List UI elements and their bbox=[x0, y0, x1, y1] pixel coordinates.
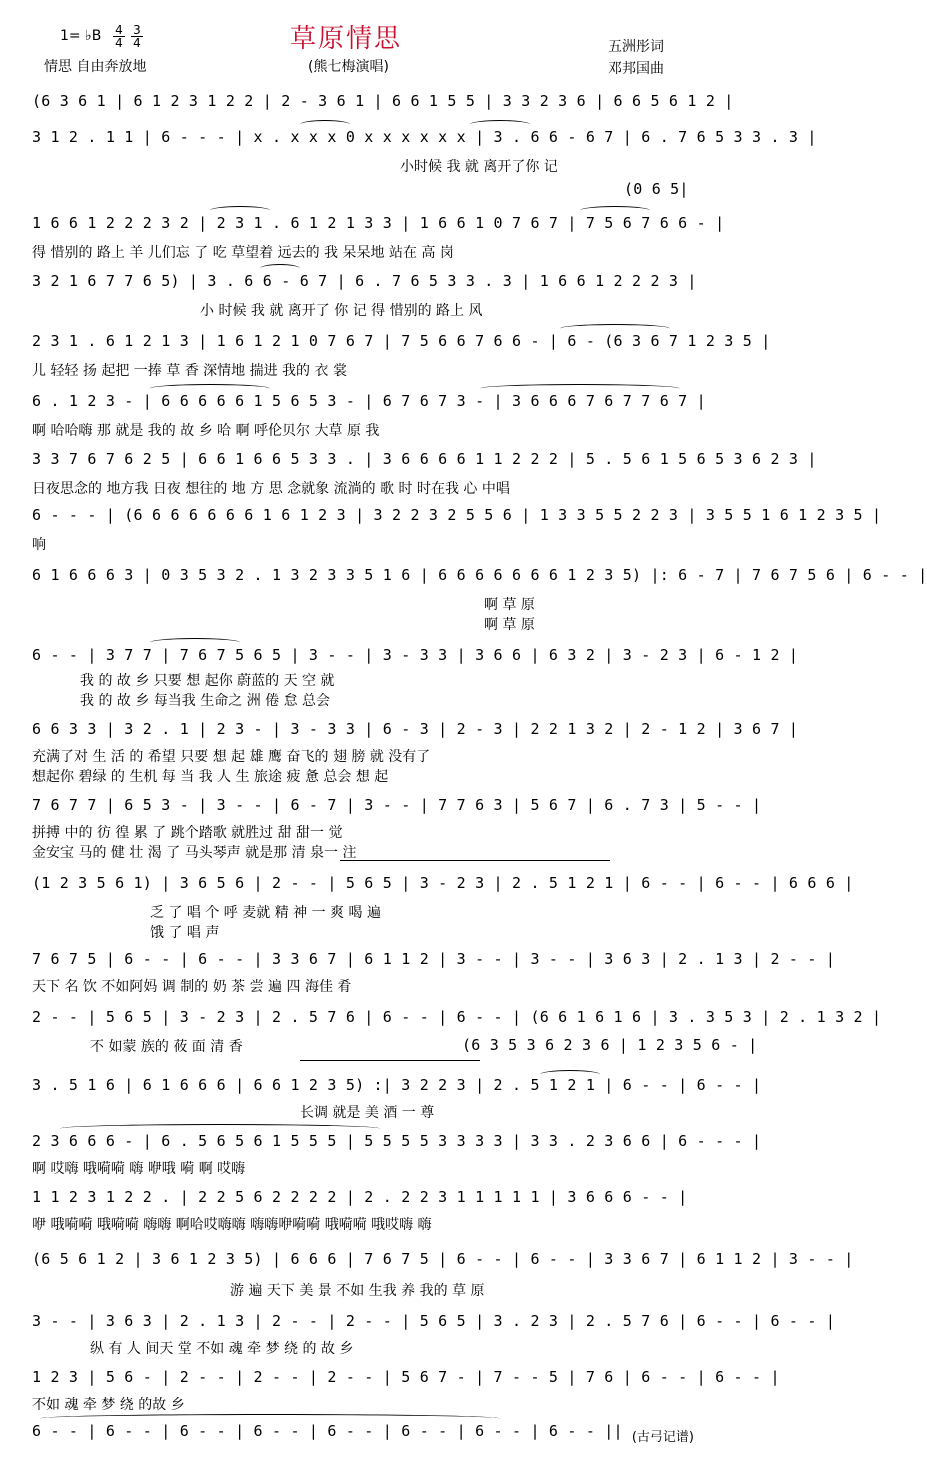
notation-row: (1 2 3 5 6 1) | 3 6 5 6 | 2 - - | 5 6 5 | 3 - 2 3 | 2 . 5 1 2 1 | 6 - - | 6 - - | 6 6 6 | bbox=[32, 874, 854, 892]
time-signature-4-4: 4 4 bbox=[113, 24, 125, 49]
lyric-row: 乏 了 唱 个 呼 麦就 精 神 一 爽 喝 遍 bbox=[150, 905, 381, 921]
tempo-mood: 情思 自由奔放地 bbox=[44, 59, 147, 75]
lyric-row: 咿 哦嗬嗬 哦嗬嗬 嗨嗨 啊哈哎嗨嗨 嗨嗨咿嗬嗬 哦嗬嗬 哦哎嗨 嗨 bbox=[32, 1217, 432, 1233]
notation-row: (6 5 6 1 2 | 3 6 1 2 3 5) | 6 6 6 | 7 6 7 5 | 6 - - | 6 - - | 3 3 6 7 | 6 1 1 2 | 3 - - | bbox=[32, 1250, 854, 1268]
notation-row: 3 1 2 . 1 1 | 6 - - - | x . x x x 0 x x x x x x | 3 . 6 6 - 6 7 | 6 . 7 6 5 3 3 . 3 | bbox=[32, 128, 817, 146]
key-signature: 1= ♭B bbox=[60, 28, 102, 44]
notation-row: 1 1 2 3 1 2 2 . | 2 2 5 6 2 2 2 2 | 2 . 2 2 3 1 1 1 1 1 | 3 6 6 6 - - | bbox=[32, 1188, 688, 1206]
lyric-row: 天下 名 饮 不如阿妈 调 制的 奶 茶 尝 遍 四 海佳 肴 bbox=[32, 979, 352, 995]
lyric-row: 金安宝 马的 健 壮 渴 了 马头琴声 就是那 清 泉一 注 bbox=[32, 845, 357, 861]
lyric-row: 啊 草 原 bbox=[484, 617, 535, 633]
notation-row: 2 - - | 5 6 5 | 3 - 2 3 | 2 . 5 7 6 | 6 - - | 6 - - | (6 6 1 6 1 6 | 3 . 3 5 3 | 2 . 1 3 2 | bbox=[32, 1008, 882, 1026]
lyric-row: 啊 哈哈嗨 那 就是 我的 故 乡 哈 啊 呼伦贝尔 大草 原 我 bbox=[32, 423, 380, 439]
lyric-row: 我 的 故 乡 每当我 生命之 洲 倦 怠 总会 bbox=[80, 693, 331, 709]
notation-row: 7 6 7 7 | 6 5 3 - | 3 - - | 6 - 7 | 3 - - | 7 7 6 3 | 5 6 7 | 6 . 7 3 | 5 - - | bbox=[32, 796, 762, 814]
notation-row: 3 3 7 6 7 6 2 5 | 6 6 1 6 6 5 3 3 . | 3 6 6 6 6 1 1 2 2 2 | 5 . 5 6 1 5 6 5 3 6 2 3 | bbox=[32, 450, 817, 468]
lyric-row: 拼搏 中的 彷 徨 累 了 跳个踏歌 就胜过 甜 甜一 觉 bbox=[32, 825, 343, 841]
notation-row: 3 . 5 1 6 | 6 1 6 6 6 | 6 6 1 2 3 5) :| 3 2 2 3 | 2 . 5 1 2 1 | 6 - - | 6 - - | bbox=[32, 1076, 762, 1094]
composer-credit: 邓邦国曲 bbox=[608, 61, 664, 77]
notation-row: 2 3 1 . 6 1 2 1 3 | 1 6 1 2 1 0 7 6 7 | 7 5 6 6 7 6 6 - | 6 - (6 3 6 7 1 2 3 5 | bbox=[32, 332, 771, 350]
notation-row: (6 3 6 1 | 6 1 2 3 1 2 2 | 2 - 3 6 1 | 6 6 1 5 5 | 3 3 2 3 6 | 6 6 5 6 1 2 | bbox=[32, 92, 734, 110]
lyric-row: 饿 了 唱 声 bbox=[150, 925, 220, 941]
notation-row: 3 - - | 3 6 3 | 2 . 1 3 | 2 - - | 2 - - | 5 6 5 | 3 . 2 3 | 2 . 5 7 6 | 6 - - | 6 - - | bbox=[32, 1312, 836, 1330]
lyric-row: 长调 就是 美 酒 一 尊 bbox=[300, 1105, 435, 1121]
notation-row: 6 1 6 6 6 3 | 0 3 5 3 2 . 1 3 2 3 3 5 1 6 | 6 6 6 6 6 6 6 1 2 3 5) |: 6 - 7 | 7 6 7 5 6 | 6 - - | bbox=[32, 566, 927, 584]
notation-row: 1 2 3 | 5 6 - | 2 - - | 2 - - | 2 - - | 5 6 7 - | 7 - - 5 | 7 6 | 6 - - | 6 - - | bbox=[32, 1368, 780, 1386]
lyric-row: 游 遍 天下 美 景 不如 生我 养 我的 草 原 bbox=[230, 1283, 485, 1299]
lyric-row: 充满了对 生 活 的 希望 只要 想 起 雄 鹰 奋飞的 翅 膀 就 没有了 bbox=[32, 749, 431, 765]
slur bbox=[210, 206, 270, 215]
slur bbox=[300, 120, 350, 129]
slur bbox=[580, 206, 650, 215]
notation-row: (0 6 5| bbox=[624, 180, 689, 198]
lyricist-credit: 五洲彤词 bbox=[608, 39, 664, 55]
lyric-row: 我 的 故 乡 只要 想 起你 蔚蓝的 天 空 就 bbox=[80, 673, 335, 689]
notation-row: 6 - - | 3 7 7 | 7 6 7 5 6 5 | 3 - - | 3 - 3 3 | 3 6 6 | 6 3 2 | 3 - 2 3 | 6 - 1 2 | bbox=[32, 646, 799, 664]
notation-row: 6 - - - | (6 6 6 6 6 6 6 1 6 1 2 3 | 3 2 2 3 2 5 5 6 | 1 3 3 5 5 2 2 3 | 3 5 5 1 6 1 2 3 5 | bbox=[32, 506, 882, 524]
notation-row: 6 . 1 2 3 - | 6 6 6 6 6 1 5 6 5 3 - | 6 7 6 7 3 - | 3 6 6 6 7 6 7 7 6 7 | bbox=[32, 392, 706, 410]
volta-bracket bbox=[300, 1060, 480, 1061]
lyric-row: 小 时候 我 就 离开了 你 记 得 惜别的 路上 风 bbox=[200, 303, 483, 319]
notation-row: (6 3 5 3 6 2 3 6 | 1 2 3 5 6 - | bbox=[462, 1036, 758, 1054]
notation-row: 7 6 7 5 | 6 - - | 6 - - | 3 3 6 7 | 6 1 1 2 | 3 - - | 3 - - | 3 6 3 | 2 . 1 3 | 2 - - | bbox=[32, 950, 836, 968]
lyric-row: 啊 草 原 bbox=[484, 597, 535, 613]
lyric-row: 小时候 我 就 离开了你 记 bbox=[400, 159, 558, 175]
lyric-row: 不如 魂 牵 梦 绕 的故 乡 bbox=[32, 1397, 185, 1413]
slur bbox=[470, 120, 530, 129]
slur bbox=[560, 324, 670, 333]
lyric-row: 日夜思念的 地方我 日夜 想往的 地 方 思 念就象 流淌的 歌 时 时在我 心 中唱 bbox=[32, 481, 510, 497]
slur bbox=[260, 264, 300, 273]
slur bbox=[540, 1070, 600, 1079]
notation-row: 2 3 6 6 6 - | 6 . 5 6 5 6 1 5 5 5 | 5 5 5 5 3 3 3 3 | 3 3 . 2 3 6 6 | 6 - - - | bbox=[32, 1132, 762, 1150]
notation-row: 1 6 6 1 2 2 2 3 2 | 2 3 1 . 6 1 2 1 3 3 | 1 6 6 1 0 7 6 7 | 7 5 6 7 6 6 - | bbox=[32, 214, 725, 232]
lyric-row: 啊 哎嗨 哦嗬嗬 嗨 咿哦 嗬 啊 哎嗨 bbox=[32, 1161, 246, 1177]
lyric-row: 不 如蒙 族的 莜 面 清 香 bbox=[90, 1039, 243, 1055]
singer-credit: (熊七梅演唱) bbox=[308, 59, 389, 75]
slur bbox=[480, 384, 680, 393]
song-title: 草原情思 bbox=[290, 24, 403, 54]
notation-row: 6 - - | 6 - - | 6 - - | 6 - - | 6 - - | 6 - - | 6 - - | 6 - - || bbox=[32, 1422, 623, 1440]
slur bbox=[150, 384, 270, 393]
transcriber-credit: (古弓记谱) bbox=[631, 1430, 694, 1445]
slur bbox=[60, 1124, 380, 1133]
lyric-row: 想起你 碧绿 的 生机 每 当 我 人 生 旅途 疲 惫 总会 想 起 bbox=[32, 769, 389, 785]
lyric-row: 响 bbox=[32, 537, 46, 553]
slur bbox=[40, 1414, 500, 1423]
lyric-row: 得 惜别的 路上 羊 儿们忘 了 吃 草望着 远去的 我 呆呆地 站在 高 岗 bbox=[32, 245, 454, 261]
time-signature-3-4: 3 4 bbox=[131, 24, 143, 49]
lyric-row: 纵 有 人 间天 堂 不如 魂 牵 梦 绕 的 故 乡 bbox=[90, 1341, 354, 1357]
notation-row: 3 2 1 6 7 7 6 5) | 3 . 6 6 - 6 7 | 6 . 7 6 5 3 3 . 3 | 1 6 6 1 2 2 2 3 | bbox=[32, 272, 697, 290]
slur bbox=[150, 638, 240, 647]
lyric-row: 儿 轻轻 扬 起把 一捧 草 香 深情地 揣进 我的 衣 裳 bbox=[32, 363, 347, 379]
volta-bracket bbox=[340, 860, 610, 861]
notation-row: 6 6 3 3 | 3 2 . 1 | 2 3 - | 3 - 3 3 | 6 - 3 | 2 - 3 | 2 2 1 3 2 | 2 - 1 2 | 3 6 7 | bbox=[32, 720, 799, 738]
